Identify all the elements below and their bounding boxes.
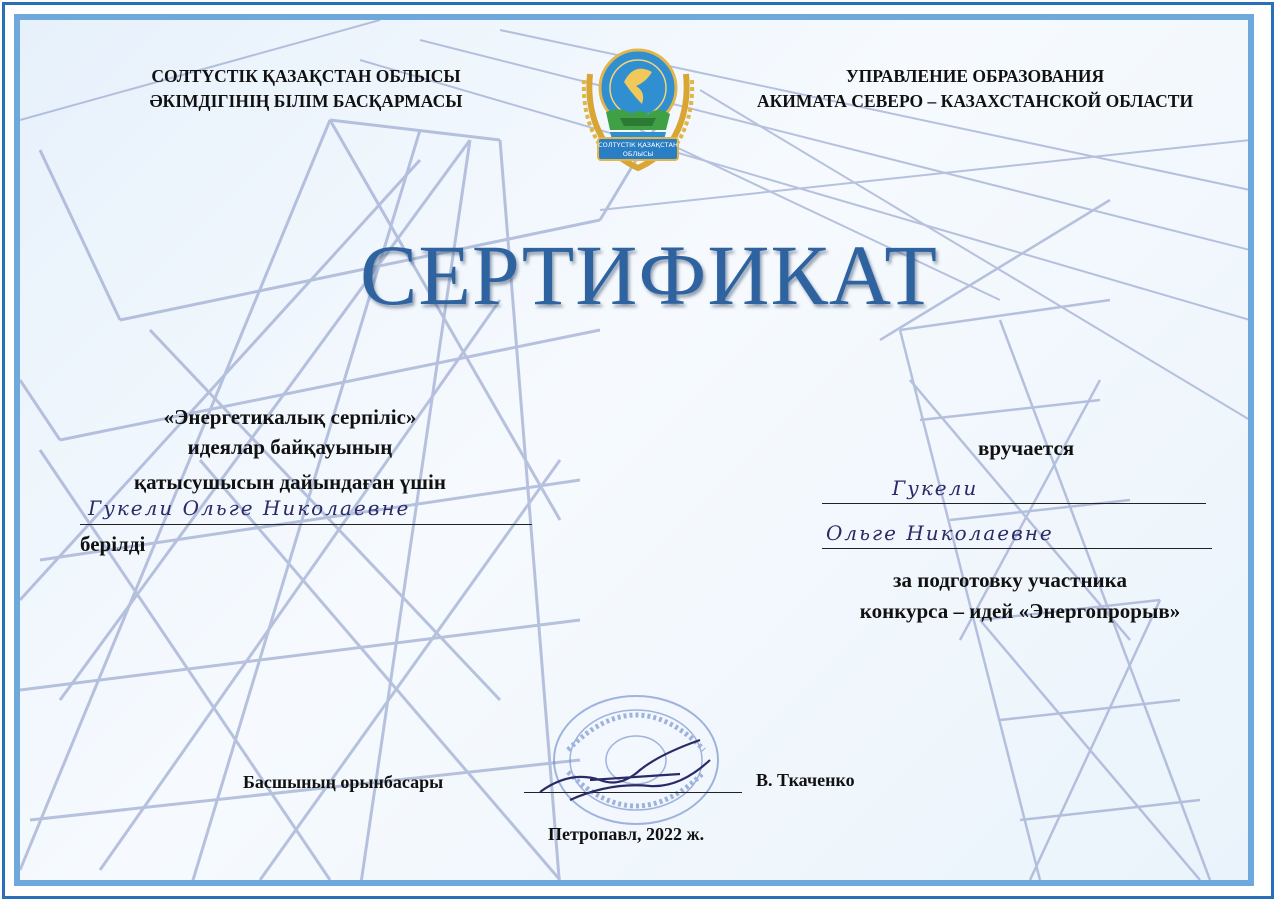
place-date: Петропавл, 2022 ж. bbox=[548, 824, 705, 844]
certificate-title: СЕРТИФИКАТ bbox=[360, 227, 938, 323]
right-line2: конкурса – идей «Энергопрорыв» bbox=[859, 599, 1181, 623]
left-line3: қатысушысын дайындаған үшін bbox=[134, 470, 446, 494]
handwritten-signature-icon bbox=[530, 730, 730, 810]
header-left-line2: ӘКІМДІГІНІҢ БІЛІМ БАСҚАРМАСЫ bbox=[149, 91, 463, 111]
header-left-line1: СОЛТҮСТІК ҚАЗАҚСТАН ОБЛЫСЫ bbox=[151, 66, 461, 86]
left-line2: идеялар байқауының bbox=[187, 435, 393, 459]
emblem-text-bottom: ОБЛЫСЫ bbox=[622, 150, 654, 158]
left-line4: берілді bbox=[80, 532, 146, 556]
header-right-line1: УПРАВЛЕНИЕ ОБРАЗОВАНИЯ bbox=[845, 66, 1105, 86]
signatory-name: В. Ткаченко bbox=[756, 770, 855, 790]
right-surname-line bbox=[822, 479, 1206, 504]
right-surname-handwritten: Гукели bbox=[892, 476, 979, 500]
left-recipient-handwritten: Гукели Ольге Николаевне bbox=[88, 496, 411, 520]
signatory-position: Басшының орынбасары bbox=[243, 772, 444, 792]
header-right-line2: АКИМАТА СЕВЕРО – КАЗАХСТАНСКОЙ ОБЛАСТИ bbox=[756, 91, 1194, 111]
header-left bbox=[96, 64, 516, 114]
regional-emblem-icon bbox=[576, 34, 700, 172]
left-line1: «Энергетикалық серпіліс» bbox=[163, 405, 417, 429]
header-right bbox=[690, 64, 1260, 114]
right-line1: за подготовку участника bbox=[893, 568, 1127, 592]
awarded-label: вручается bbox=[978, 436, 1075, 460]
emblem-text-top: СОЛТҮСТІК ҚАЗАҚСТАН bbox=[598, 141, 678, 149]
right-name-handwritten: Ольге Николаевне bbox=[826, 521, 1054, 545]
